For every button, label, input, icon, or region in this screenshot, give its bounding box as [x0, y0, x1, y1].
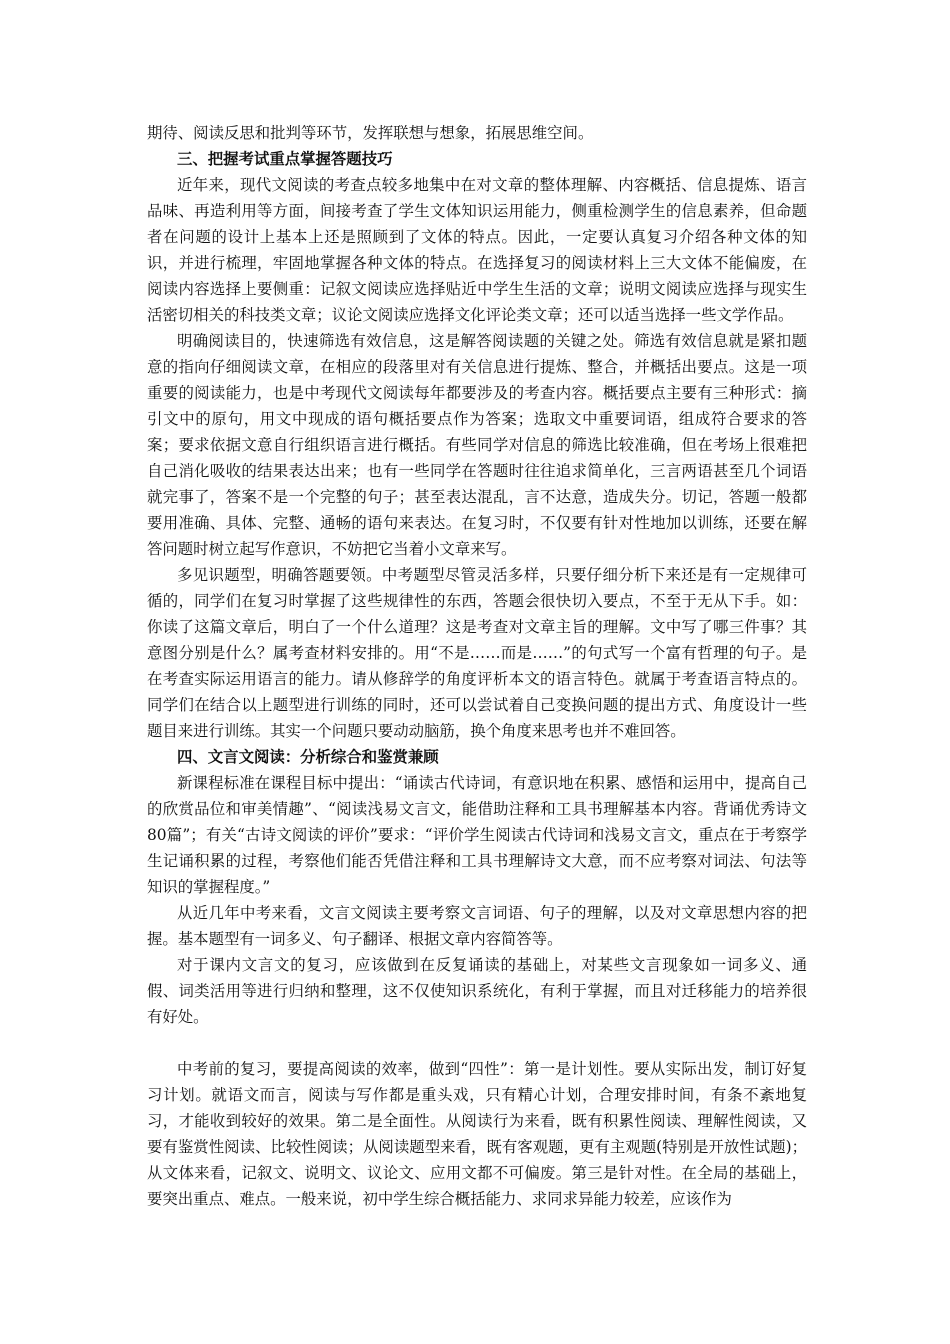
paragraph-modern-reading-focus: 近年来，现代文阅读的考查点较多地集中在对文章的整体理解、内容概括、信息提炼、语言品味、再造利用等方面，间接考查了学生文体知识运用能力，侧重检测学生的信息素养，但命题者在问题的设计上基本上还是照顾到了文体的特点。因此，一定要认真复习介绍各种文体的知识，并进行梳理，牢固地掌握各种文体的特点。在选择复习的阅读材料上三大文体不能偏废，在阅读内容选择上要侧重：记叙文阅读应选择贴近中学生生活的文章；说明文阅读应选择与现实生活密切相关的科技类文章；议论文阅读应选择文化评论类文章；还可以适当选择一些文学作品。 [147, 176, 807, 324]
paragraph-four-qualities: 中考前的复习，要提高阅读的效率，做到“四性”：第一是计划性。要从实际出发，制订好复习计划。就语文而言，阅读与写作都是重头戏，只有精心计划，合理安排时间，有条不紊地复习，才能收到较好的效果。第二是全面性。从阅读行为来看，既有积累性阅读、理解性阅读，又要有鉴赏性阅读、比较性阅读；从阅读题型来看，既有客观题，更有主观题(特别是开放性试题)；从文体来看，记叙文、说明文、议论文、应用文都不可偏废。第三是针对性。在全局的基础上，要突出重点、难点。一般来说，初中学生综合概括能力、求同求异能力较差，应该作为 [147, 1060, 807, 1208]
paragraph-classical-review: 对于课内文言文的复习，应该做到在反复诵读的基础上，对某些文言现象如一词多义、通假、词类活用等进行归纳和整理，这不仅使知识系统化，有利于掌握，而且对迁移能力的培养很有好处。 [147, 956, 807, 1026]
paragraph-question-types: 多见识题型，明确答题要领。中考题型尽管灵活多样，只要仔细分析下来还是有一定规律可循的，同学们在复习时掌握了这些规律性的东西，答题会很快切入要点，不至于无从下手。如：你读了这篇文章后，明白了一个什么道理？这是考查对文章主旨的理解。文中写了哪三件事？其意图分别是什么？属考查材料安排的。用“不是……而是……”的句式写一个富有哲理的句子。是在考查实际运用语言的能力。请从修辞学的角度评析本文的语言特色。就属于考查语言特点的。同学们在结合以上题型进行训练的同时，还可以尝试着自己变换问题的提出方式、角度设计一些题目来进行训练。其实一个问题只要动动脑筋，换个角度来思考也并不难回答。 [147, 566, 807, 740]
paragraph-screening-info: 明确阅读目的，快速筛选有效信息，这是解答阅读题的关键之处。筛选有效信息就是紧扣题意的指向仔细阅读文章，在相应的段落里对有关信息进行提炼、整合，并概括出要点。这是一项重要的阅读能力，也是中考现代文阅读每年都要涉及的考查内容。概括要点主要有三种形式：摘引文中的原句，用文中现成的语句概括要点作为答案；选取文中重要词语，组成符合要求的答案；要求依据文意自行组织语言进行概括。有些同学对信息的筛选比较准确，但在考场上很难把自己消化吸收的结果表达出来；也有一些同学在答题时往往追求简单化，三言两语甚至几个词语就完事了，答案不是一个完整的句子；甚至表达混乱，言不达意，造成失分。切记，答题一般都要用准确、具体、完整、通畅的语句来表达。在复习时，不仅要有针对性地加以训练，还要在解答问题时树立起写作意识，不妨把它当着小文章来写。 [147, 332, 807, 558]
paragraph-gap [147, 1030, 807, 1056]
paragraph-intro-tail: 期待、阅读反思和批判等环节，发挥联想与想象，拓展思维空间。 [147, 124, 594, 142]
paragraph-exam-trends: 从近几年中考来看，文言文阅读主要考察文言词语、句子的理解，以及对文章思想内容的把握。基本题型有一词多义、句子翻译、根据文章内容简答等。 [147, 904, 807, 948]
paragraph-curriculum-standard: 新课程标准在课程目标中提出：“诵读古代诗词，有意识地在积累、感悟和运用中，提高自己的欣赏品位和审美情趣”、“阅读浅易文言文，能借助注释和工具书理解基本内容。背诵优秀诗文80篇”；有关“古诗文阅读的评价”要求：“评价学生阅读古代诗词和浅易文言文，重点在于考察学生记诵积累的过程，考察他们能否凭借注释和工具书理解诗文大意，而不应考察对词法、句法等知识的掌握程度。” [147, 774, 807, 896]
document-page [147, 120, 807, 1212]
section-heading-4: 四、文言文阅读：分析综合和鉴赏兼顾 [177, 748, 439, 766]
section-heading-3: 三、把握考试重点掌握答题技巧 [177, 150, 393, 168]
